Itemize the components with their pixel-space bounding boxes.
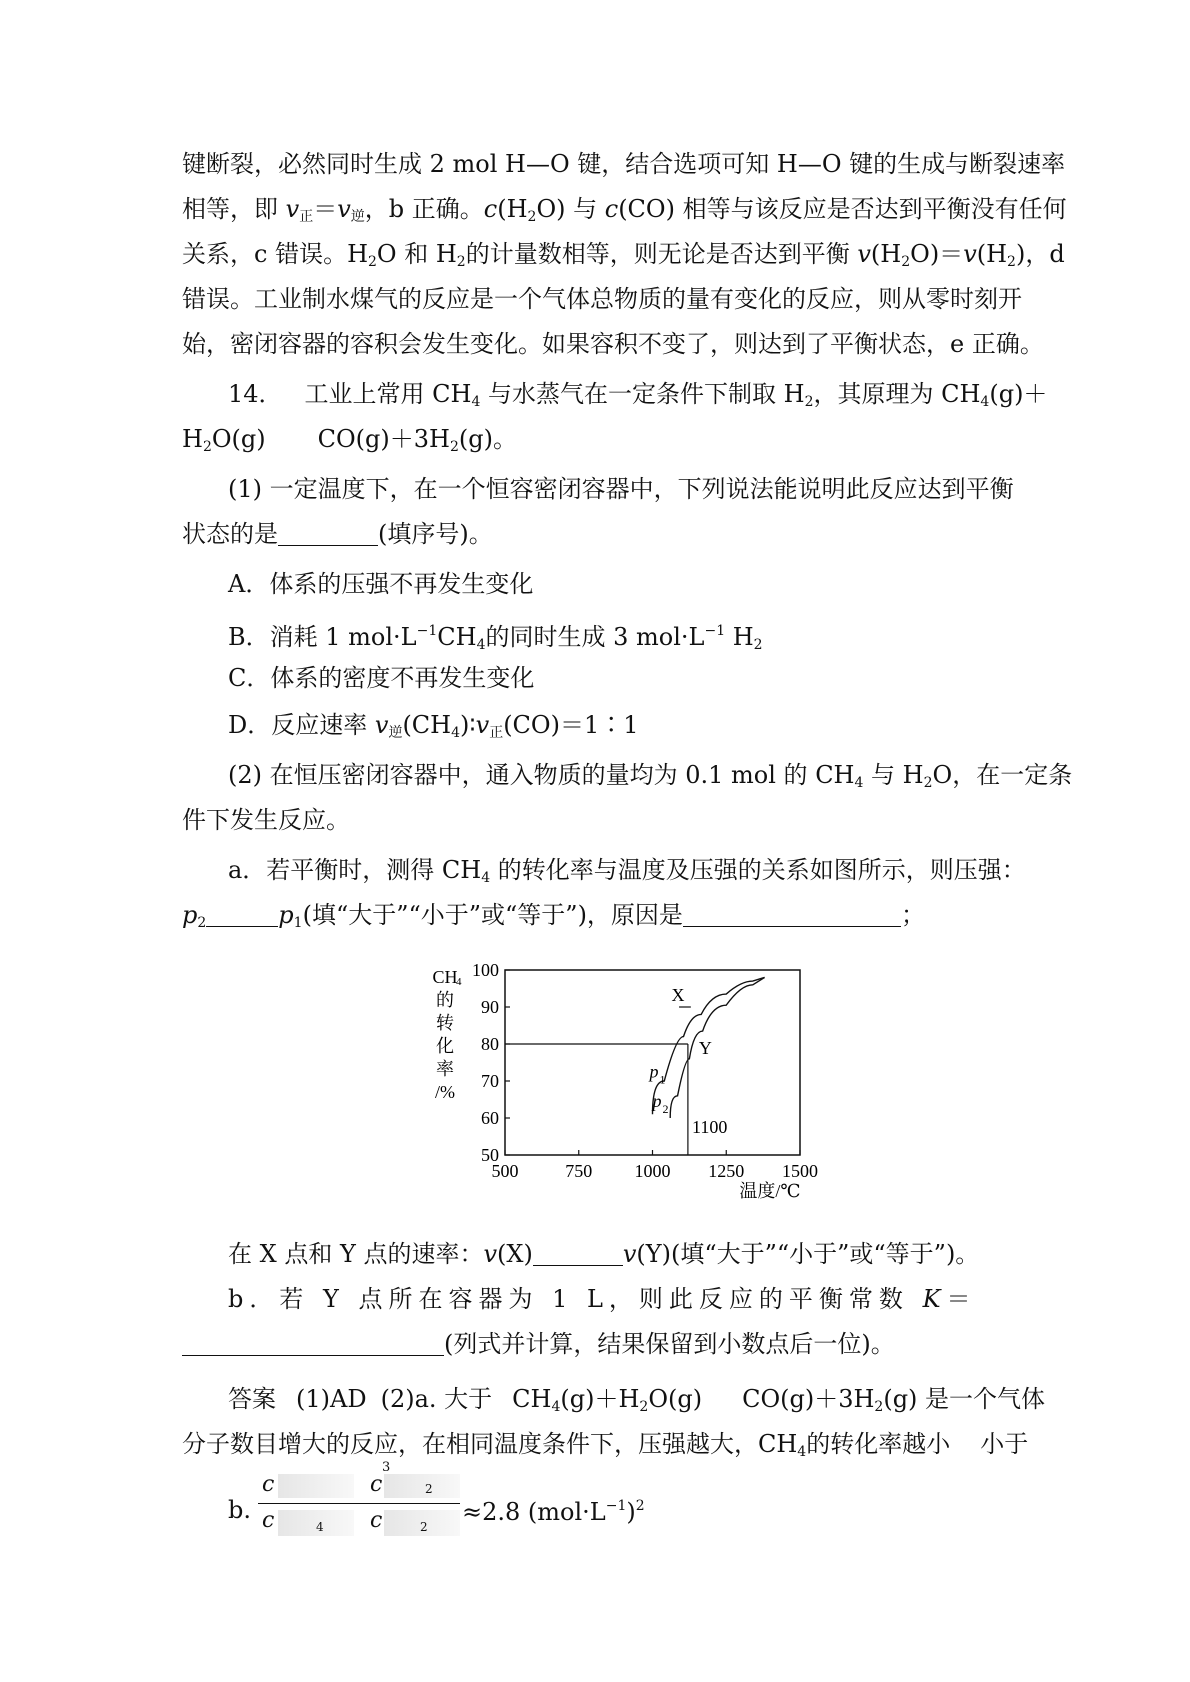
text: 的转化率越小 xyxy=(806,1430,951,1458)
text: O)＝ xyxy=(910,240,964,268)
superscript: 3 xyxy=(382,1460,391,1475)
pressure-symbol: p xyxy=(182,901,198,929)
text: (g)。 xyxy=(458,425,517,453)
question-number: 14． xyxy=(228,380,283,408)
text: (CH xyxy=(402,711,452,739)
text-line xyxy=(182,148,1065,180)
subscript: 4 xyxy=(551,1399,561,1415)
point-annotation: X xyxy=(671,985,685,1005)
text: CO(g)＋3H xyxy=(742,1385,875,1413)
series-label-subscript: 2 xyxy=(662,1101,669,1116)
superscript: −1 xyxy=(605,1498,627,1514)
text: (2) 在恒压密闭容器中，通入物质的量均为 0.1 mol 的 CH xyxy=(228,761,855,789)
answer-blank[interactable] xyxy=(533,1241,623,1266)
text: B．消耗 1 mol·L xyxy=(228,623,417,651)
numerator-c: c xyxy=(262,1472,275,1497)
question-line xyxy=(228,378,1047,418)
fraction-bar xyxy=(258,1503,460,1504)
series-label-subscript: 1 xyxy=(659,1072,666,1087)
text: (填序号)。 xyxy=(378,520,493,548)
text: 的转化率与温度及压强的关系如图所示，则压强： xyxy=(490,856,1026,884)
text: a．若平衡时，测得 CH xyxy=(228,856,482,884)
x-axis-label: 温度/℃ xyxy=(739,1181,801,1201)
x-tick-label: 750 xyxy=(565,1161,593,1181)
text: b. xyxy=(228,1496,251,1524)
text: b．若 Y 点所在容器为 1 L，则此反应的平衡常数 xyxy=(228,1285,923,1313)
text: 键断裂，必然同时生成 2 mol H—O 键，结合选项可知 H—O 键的生成与断裂速率 xyxy=(182,150,1066,178)
text-line xyxy=(228,1283,977,1315)
text: C．体系的密度不再发生变化 xyxy=(228,664,535,692)
subscript: 2 xyxy=(1007,254,1016,270)
subscript: 4 xyxy=(854,775,864,791)
pressure-symbol: p xyxy=(278,901,294,929)
text: )∶ xyxy=(460,711,476,739)
text: (1) 一定温度下，在一个恒容密闭容器中，下列说法能说明此反应达到平衡 xyxy=(228,475,1014,503)
text: (H xyxy=(497,195,528,223)
answer-blank[interactable] xyxy=(182,1331,444,1356)
y-axis-label-subscript: 4 xyxy=(456,976,462,988)
equation-line xyxy=(182,423,517,463)
subscript: 4 xyxy=(471,394,481,410)
denominator-c: c xyxy=(370,1508,383,1533)
point-annotation: Y xyxy=(698,1038,712,1058)
text-line xyxy=(182,899,925,939)
text: A．体系的压强不再发生变化 xyxy=(228,570,534,598)
text: O) 与 xyxy=(536,195,605,223)
text: 的计量数相等，则无论是否达到平衡 xyxy=(465,240,858,268)
text: CH xyxy=(437,623,477,651)
text: O(g) xyxy=(211,425,266,453)
text: O 和 H xyxy=(376,240,457,268)
series-label: p xyxy=(652,1090,662,1111)
velocity-symbol: v xyxy=(622,1240,637,1268)
x-tick-label: 1500 xyxy=(782,1161,818,1181)
answer-blank[interactable] xyxy=(683,902,901,927)
text: ≈2.8 (mol·L xyxy=(462,1498,606,1526)
subscript: 4 xyxy=(316,1520,324,1534)
subscript: 正 xyxy=(299,209,314,225)
text: H xyxy=(725,623,754,651)
superscript: −1 xyxy=(416,623,438,639)
faded-formula-region xyxy=(278,1474,354,1498)
text: ； xyxy=(900,901,925,929)
velocity-symbol: v xyxy=(483,1240,498,1268)
text: 与水蒸气在一定条件下制取 H xyxy=(480,380,805,408)
x-tick-label: 1250 xyxy=(708,1161,745,1181)
subscript: 2 xyxy=(901,254,911,270)
text: ＝ xyxy=(946,1285,977,1313)
text: ＝ xyxy=(313,195,338,223)
subscript: 2 xyxy=(368,254,377,270)
subscript: 2 xyxy=(639,1399,649,1415)
option-c xyxy=(228,662,534,694)
text: 件下发生反应。 xyxy=(182,806,350,834)
text: H xyxy=(182,425,203,453)
text: 错误。工业制水煤气的反应是一个气体总物质的量有变化的反应，则从零时刻开 xyxy=(182,285,1022,313)
text: 分子数目增大的反应，在相同温度条件下，压强越大，CH xyxy=(182,1430,798,1458)
superscript: −1 xyxy=(704,623,726,639)
y-tick-label: 60 xyxy=(481,1108,499,1128)
text: ，b 正确。 xyxy=(364,195,484,223)
y-tick-label: 100 xyxy=(472,960,499,980)
concentration-symbol: c xyxy=(483,195,498,223)
text: 的同时生成 3 mol·L xyxy=(485,623,705,651)
text: (2)a. 大于 xyxy=(380,1385,493,1413)
subscript: 2 xyxy=(202,439,212,455)
conversion-rate-chart xyxy=(400,955,840,1205)
text: D．反应速率 xyxy=(228,711,375,739)
subscript: 逆 xyxy=(388,725,403,741)
subscript: 2 xyxy=(753,637,763,653)
velocity-symbol: v xyxy=(374,711,389,739)
y-tick-label: 90 xyxy=(481,997,499,1017)
text-line xyxy=(228,473,1014,505)
denominator-c: c xyxy=(262,1508,275,1533)
text-line xyxy=(182,283,1022,315)
option-d xyxy=(228,709,639,749)
answer-line xyxy=(228,1383,1045,1423)
y-axis-label-line: CH xyxy=(432,967,458,987)
text-line xyxy=(182,193,1067,233)
series-label: p xyxy=(649,1061,659,1082)
text: 状态的是 xyxy=(182,520,278,548)
text: ) xyxy=(626,1498,636,1526)
fraction-prefix xyxy=(228,1494,251,1526)
subscript: 2 xyxy=(456,254,466,270)
text: 相等，即 xyxy=(182,195,286,223)
text: (1)AD xyxy=(296,1385,367,1413)
chart-labels xyxy=(432,960,818,1201)
text: CO(g)＋3H xyxy=(317,425,450,453)
faded-formula-region xyxy=(384,1474,460,1498)
subscript: 正 xyxy=(489,725,504,741)
point-annotation: 1100 xyxy=(692,1117,728,1137)
y-axis-label-line: 率 xyxy=(436,1059,454,1079)
y-axis-label-line: 的 xyxy=(436,990,454,1010)
x-tick-label: 1000 xyxy=(634,1161,671,1181)
subscript: 2 xyxy=(923,775,933,791)
text: (g)＋ xyxy=(989,380,1048,408)
subscript: 4 xyxy=(476,637,486,653)
text: 与 H xyxy=(863,761,924,789)
y-tick-label: 80 xyxy=(481,1034,499,1054)
text: (g)＋H xyxy=(560,1385,640,1413)
subscript: 2 xyxy=(425,1482,433,1496)
numerator-c: c xyxy=(370,1472,383,1497)
velocity-symbol: v xyxy=(963,240,977,268)
subscript: 2 xyxy=(420,1520,428,1534)
text: (CO) 相等与该反应是否达到平衡没有任何 xyxy=(618,195,1067,223)
y-axis-label-line: /% xyxy=(435,1082,455,1102)
text-line xyxy=(228,759,1072,799)
option-a xyxy=(228,568,533,600)
text: (H xyxy=(870,240,902,268)
subscript: 逆 xyxy=(350,209,365,225)
text: ，其原理为 CH xyxy=(813,380,981,408)
subscript: 4 xyxy=(481,870,491,886)
fraction-result xyxy=(462,1490,645,1528)
text: (填“大于”“小于”或“等于”)，原因是 xyxy=(302,901,683,929)
answer-line xyxy=(182,1428,1028,1468)
y-axis-label-line: 化 xyxy=(436,1036,454,1056)
superscript: 2 xyxy=(635,1498,645,1514)
text: (Y)(填“大于”“小于”或“等于”)。 xyxy=(636,1240,980,1268)
subscript: 4 xyxy=(451,725,461,741)
y-tick-label: 70 xyxy=(481,1071,499,1091)
text: 工业上常用 CH xyxy=(304,380,472,408)
text: 小于 xyxy=(980,1430,1029,1458)
text: 关系，c 错误。H xyxy=(182,240,368,268)
y-axis-label-line: 转 xyxy=(436,1013,454,1033)
text-line xyxy=(182,238,1065,278)
text-line xyxy=(228,854,1026,894)
text-line xyxy=(182,804,350,836)
text: (X) xyxy=(497,1240,533,1268)
text: (列式并计算，结果保留到小数点后一位)。 xyxy=(444,1330,895,1358)
text-line xyxy=(228,1238,979,1270)
text-line xyxy=(182,518,493,550)
velocity-symbol: v xyxy=(285,195,300,223)
concentration-symbol: c xyxy=(604,195,619,223)
text: (H xyxy=(976,240,1008,268)
text: )，d xyxy=(1015,240,1065,268)
text: (CO)＝1∶1 xyxy=(503,711,639,739)
text: O(g) xyxy=(648,1385,703,1413)
subscript: 2 xyxy=(804,394,814,410)
subscript: 2 xyxy=(874,1399,884,1415)
answer-label: 答案 xyxy=(228,1385,276,1413)
constant-symbol: K xyxy=(922,1285,947,1313)
subscript: 2 xyxy=(449,439,459,455)
text: O，在一定条 xyxy=(932,761,1073,789)
text-line xyxy=(182,328,1044,360)
answer-blank[interactable] xyxy=(206,902,278,927)
y-tick-label: 50 xyxy=(481,1145,499,1165)
velocity-symbol: v xyxy=(475,711,490,739)
text: (g) 是一个气体 xyxy=(883,1385,1046,1413)
subscript: 2 xyxy=(197,915,207,931)
subscript: 4 xyxy=(797,1444,807,1460)
answer-blank[interactable] xyxy=(278,521,378,546)
velocity-symbol: v xyxy=(857,240,871,268)
subscript: 4 xyxy=(980,394,990,410)
text: 在 X 点和 Y 点的速率： xyxy=(228,1240,484,1268)
text: 始，密闭容器的容积会发生变化。如果容积不变了，则达到了平衡状态，e 正确。 xyxy=(182,330,1044,358)
subscript: 1 xyxy=(293,915,303,931)
text: CH xyxy=(512,1385,552,1413)
velocity-symbol: v xyxy=(337,195,351,223)
option-b xyxy=(228,615,763,661)
x-tick-label: 500 xyxy=(491,1161,519,1181)
subscript: 2 xyxy=(527,209,537,225)
text-line xyxy=(182,1328,895,1360)
